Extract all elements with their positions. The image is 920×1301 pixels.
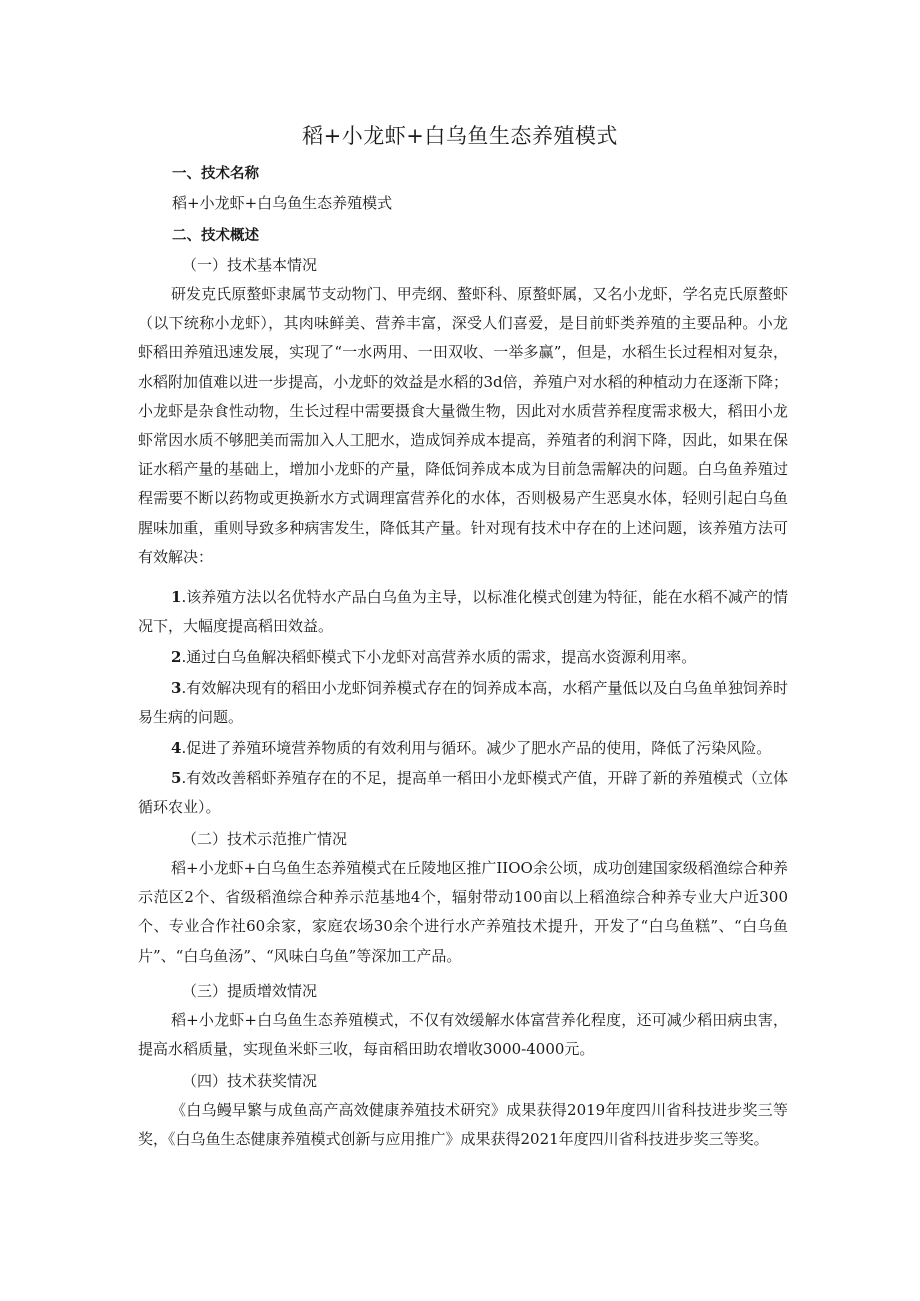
tech-name-text: 稻+小龙虾+白乌鱼生态养殖模式 (172, 194, 393, 212)
list-item (138, 674, 788, 732)
paragraph-efficiency: 稻+小龙虾+白乌鱼生态养殖模式，不仅有效缓解水体富营养化程度，还可减少稻田病虫害，提高水稻质量，实现鱼米虾三收，每亩稻田助农增收3000-4000元。 (138, 1011, 788, 1059)
list-item-number: 4 (171, 739, 182, 757)
section-heading-tech-overview: 二、技术概述 (172, 228, 259, 244)
list-item (138, 764, 788, 822)
list-item-text: .促进了养殖环境营养物质的有效利用与循环。减少了肥水产品的使用，降低了污染风险。 (181, 739, 772, 757)
paragraph-awards: 《白乌鳗早繁与成鱼高产高效健康养殖技术研究》成果获得2019年度四川省科技进步奖三等奖，《白乌鱼生态健康养殖模式创新与应用推广》成果获得2021年度四川省科技进步奖三等奖。 (138, 1101, 788, 1149)
list-item (138, 734, 788, 763)
paragraph-promotion: 稻+小龙虾+白乌鱼生态养殖模式在丘陵地区推广IIOO余公顷，成功创建国家级稻渔综合种养示范区2个、省级稻渔综合种养示范基地4个，辐射带动100亩以上稻渔综合种养专业大户近300个、专业合作社60余家，家庭农场30余个进行水产养殖技术提升，开发了“白乌鱼糕”、“白乌鱼片”、“白乌鱼汤”、“风味白乌鱼”等深加工产品。 (138, 859, 788, 965)
list-item-text: .有效改善稻虾养殖存在的不足，提高单一稻田小龙虾模式产值，开辟了新的养殖模式（立体循环农业）。 (138, 769, 788, 816)
section-heading-tech-name: 一、技术名称 (172, 166, 259, 182)
subsection-heading-efficiency: （三）提质增效情况 (182, 982, 318, 1000)
document-title: 稻+小龙虾+白乌鱼生态养殖模式 (302, 124, 618, 148)
list-item-text: .该养殖方法以名优特水产品白乌鱼为主导，以标准化模式创建为特征，能在水稻不减产的情况下，大幅度提高稻田效益。 (138, 588, 788, 635)
subsection-heading-awards: （四）技术获奖情况 (182, 1072, 318, 1090)
list-item-number: 2 (171, 648, 182, 666)
list-item-text: .有效解决现有的稻田小龙虾饲养模式存在的饲养成本高，水稻产量低以及白乌鱼单独饲养时易生病的问题。 (138, 679, 788, 726)
list-item-text: .通过白乌鱼解决稻虾模式下小龙虾对高营养水质的需求，提高水资源利用率。 (181, 648, 697, 666)
list-item-number: 5 (171, 769, 182, 787)
list-item (138, 643, 788, 672)
paragraph-basic: 研发克氏原螯虾隶属节支动物门、甲壳纲、螯虾科、原螯虾属，又名小龙虾，学名克氏原螯虾（以下统称小龙虾），其肉味鲜美、营养丰富，深受人们喜爱，是目前虾类养殖的主要品种。小龙虾稻田养殖迅速发展，实现了“一水两用、一田双收、一举多赢”，但是，水稻生长过程相对复杂，水稻附加值难以进一步提高，小龙虾的效益是水稻的3d倍，养殖户对水稻的种植动力在逐渐下降；小龙虾是杂食性动物，生长过程中需要摄食大量微生物，因此对水质营养程度需求极大，稻田小龙虾常因水质不够肥美而需加入人工肥水，造成饲养成本提高，养殖者的利润下降，因此，如果在保证水稻产量的基础上，增加小龙虾的产量，降低饲养成本成为目前急需解决的问题。白乌鱼养殖过程需要不断以药物或更换新水方式调理富营养化的水体，否则极易产生恶臭水体，轻则引起白乌鱼腥味加重，重则导致多种病害发生，降低其产量。针对现有技术中存在的上述问题，该养殖方法可有效解决： (138, 285, 788, 566)
subsection-heading-basic: （一）技术基本情况 (182, 256, 318, 274)
list-item (138, 583, 788, 641)
subsection-heading-promotion: （二）技术示范推广情况 (182, 830, 348, 848)
list-item-number: 1 (171, 588, 182, 606)
list-item-number: 3 (171, 679, 182, 697)
